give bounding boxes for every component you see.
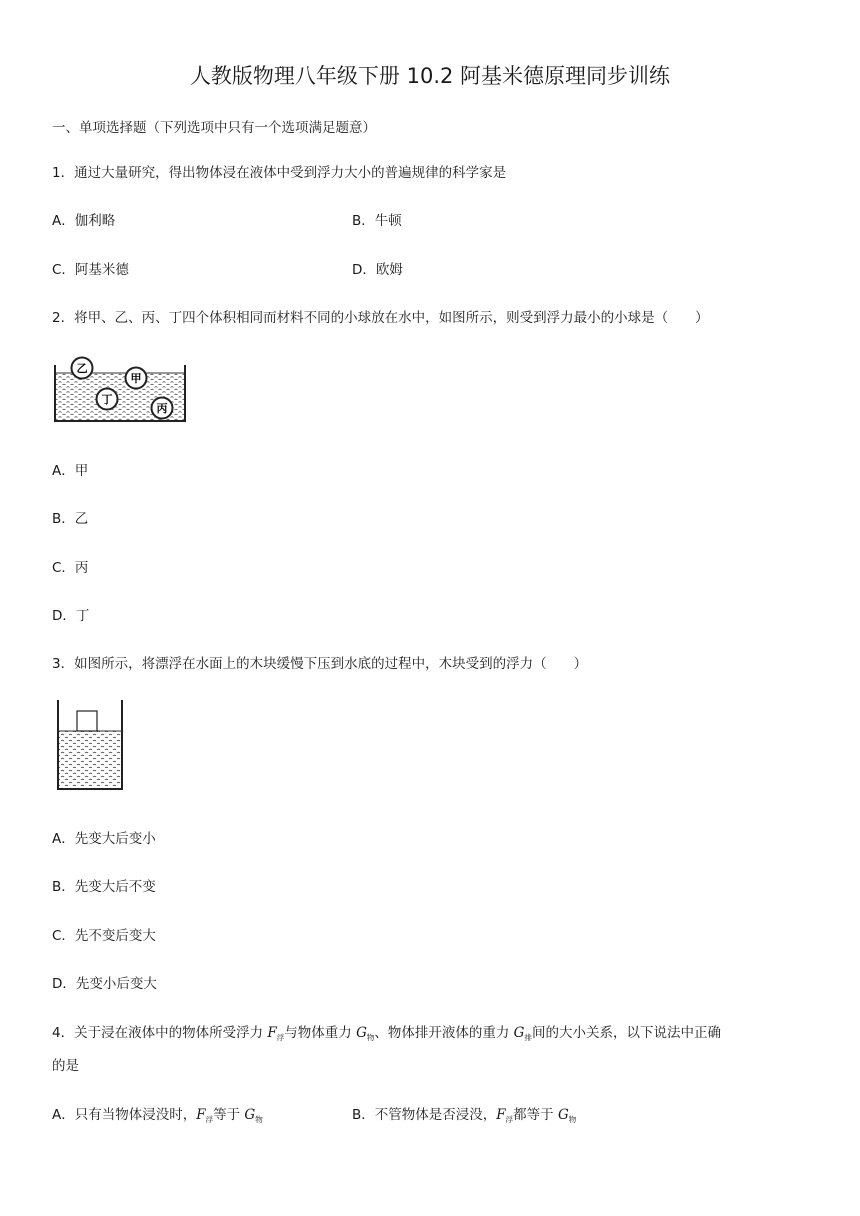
ball-label-yi: 乙 (76, 362, 88, 375)
question-4-option-a[interactable] (52, 1103, 263, 1125)
symbol-f: F (496, 1107, 506, 1123)
question-3-option-c[interactable]: C．先不变后变大 (52, 928, 156, 944)
symbol-g: G (244, 1107, 256, 1123)
option-a-text2: 等于 (213, 1107, 245, 1123)
section-heading: 一、单项选择题（下列选项中只有一个选项满足题意） (52, 120, 376, 136)
subscript-fu: 浮 (205, 1115, 214, 1124)
question-3-figure-container (52, 696, 128, 794)
symbol-g: G (356, 1025, 367, 1041)
question-4-option-b[interactable] (352, 1103, 576, 1125)
question-2-option-b[interactable]: B．乙 (52, 511, 89, 527)
question-4-stem-line2: 的是 (52, 1058, 79, 1074)
wooden-block (77, 711, 97, 731)
option-b-text2: 都等于 (513, 1107, 558, 1123)
question-2-figure-beaker (50, 350, 192, 428)
question-1-option-b[interactable]: B．牛顿 (352, 213, 402, 229)
question-1-stem: 1．通过大量研究，得出物体浸在液体中受到浮力大小的普遍规律的科学家是 (52, 165, 507, 181)
ball-jia (126, 368, 147, 389)
ball-label-jia: 甲 (130, 372, 142, 385)
ball-yi (72, 358, 93, 379)
subscript-pai: 排 (524, 1033, 532, 1042)
option-a-text1: A．只有当物体浸没时， (52, 1107, 197, 1123)
question-1-option-d[interactable]: D．欧姆 (352, 262, 403, 278)
page-title: 人教版物理八年级下册 10.2 阿基米德原理同步训练 (189, 64, 671, 88)
subscript-wu: 物 (568, 1115, 577, 1124)
symbol-g: G (513, 1025, 525, 1041)
symbol-g: G (557, 1107, 569, 1123)
question-2-stem: 2．将甲、乙、丙、丁四个体积相同而材料不同的小球放在水中，如图所示，则受到浮力最小的小球是（ ） (52, 310, 709, 326)
question-2-option-d[interactable]: D．丁 (52, 608, 90, 624)
ball-label-bing: 丙 (156, 402, 168, 415)
question-3-option-a[interactable]: A．先变大后变小 (52, 831, 156, 847)
ball-ding (97, 389, 118, 410)
symbol-f: F (196, 1107, 206, 1123)
question-4-stem-part3: 、物体排开液体的重力 (374, 1025, 514, 1041)
question-3-option-b[interactable]: B．先变大后不变 (52, 879, 156, 895)
subscript-fu: 浮 (276, 1033, 285, 1042)
question-4-stem-part2: 与物体重力 (284, 1025, 357, 1041)
question-1-option-c[interactable]: C．阿基米德 (52, 262, 129, 278)
option-b-text1: B．不管物体是否浸没， (352, 1107, 497, 1123)
question-3-stem: 3．如图所示，将漂浮在水面上的木块缓慢下压到水底的过程中，木块受到的浮力（ ） (52, 656, 588, 672)
ball-label-ding: 丁 (101, 393, 113, 406)
question-2-option-a[interactable]: A．甲 (52, 463, 89, 479)
water-region (58, 731, 122, 788)
subscript-wu: 物 (366, 1033, 375, 1042)
ball-bing (152, 398, 173, 419)
question-4-stem-part1: 4．关于浸在液体中的物体所受浮力 (52, 1025, 268, 1041)
symbol-f: F (267, 1025, 277, 1041)
question-1-option-a[interactable]: A．伽利略 (52, 213, 116, 229)
subscript-fu: 浮 (505, 1115, 514, 1124)
question-4-stem-part4: 间的大小关系，以下说法中正确 (531, 1025, 721, 1041)
question-4-stem (52, 1021, 721, 1043)
subscript-wu: 物 (255, 1115, 263, 1124)
question-3-option-d[interactable]: D．先变小后变大 (52, 976, 157, 992)
question-2-option-c[interactable]: C．丙 (52, 560, 89, 576)
